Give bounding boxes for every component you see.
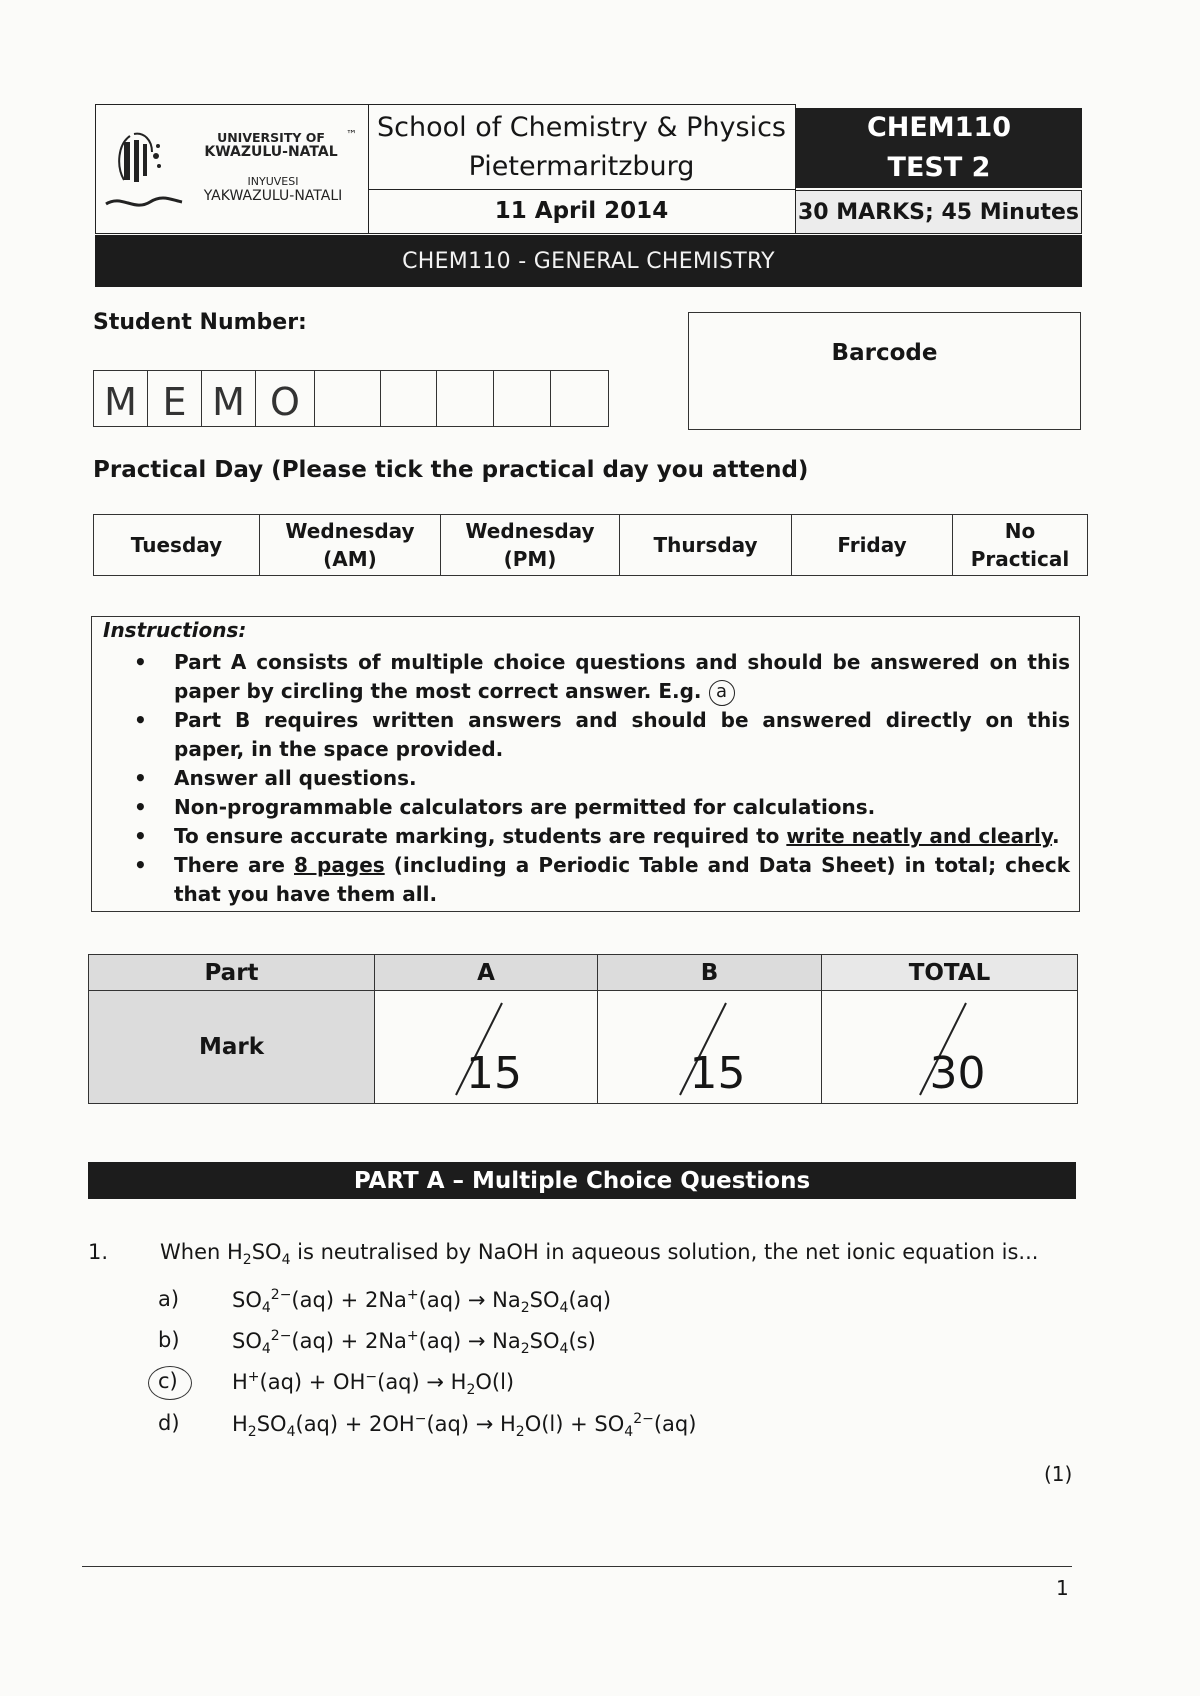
- option-c-text[interactable]: $H^+(aq) + OH^-(aq) \to H_2O(l)$: [232, 1369, 515, 1399]
- part-a-fraction: [375, 991, 597, 1103]
- school-name: School of Chemistry & Physics: [376, 112, 786, 143]
- university-line2: KWAZULU-NATAL: [204, 144, 338, 160]
- student-number-box-5[interactable]: [314, 370, 381, 427]
- instruction-text: Answer all questions.: [174, 766, 417, 790]
- total-fraction: [822, 991, 1077, 1103]
- total-mark-cell[interactable]: [822, 991, 1078, 1104]
- marks-table: [88, 954, 1078, 1104]
- university-name-zu: [180, 174, 366, 204]
- bullet-icon: •: [134, 766, 147, 790]
- part-b-fraction: [598, 991, 821, 1103]
- instruction-text: .: [1052, 824, 1060, 848]
- course-code: CHEM110: [866, 112, 1012, 143]
- bullet-icon: •: [134, 853, 147, 877]
- part-a-mark-cell[interactable]: [375, 991, 598, 1104]
- barcode-area: [688, 312, 1081, 430]
- part-a-total: 15: [466, 1048, 522, 1099]
- university-name-en: [196, 130, 346, 160]
- option-b-text[interactable]: $SO_4^{2-}(aq) + 2Na^+(aq) \to Na_2SO_4(s)$: [232, 1328, 596, 1358]
- practical-day-none[interactable]: [953, 515, 1088, 576]
- instruction-item: [130, 648, 1070, 706]
- student-number-box-9[interactable]: [550, 370, 609, 427]
- instruction-text: To ensure accurate marking, students are required to: [174, 824, 787, 848]
- school-title: [368, 104, 796, 190]
- bullet-icon: •: [134, 708, 147, 732]
- question-subscript: 4: [281, 1252, 291, 1269]
- university-line3: INYUVESI: [247, 175, 299, 188]
- option-b-letter[interactable]: b): [158, 1328, 180, 1352]
- question-text-part: When H: [160, 1240, 243, 1264]
- part-b-mark-cell[interactable]: [598, 991, 822, 1104]
- student-number-box-3[interactable]: M: [201, 370, 256, 427]
- day-sublabel: (PM): [503, 547, 557, 571]
- question-marks: (1): [1044, 1462, 1073, 1486]
- marks-and-duration: 30 MARKS; 45 Minutes: [796, 190, 1082, 234]
- trademark: ™: [346, 128, 357, 141]
- instruction-text: There are: [174, 853, 295, 877]
- mark-label: Mark: [89, 991, 375, 1104]
- student-number-box-6[interactable]: [380, 370, 437, 427]
- student-number-label: Student Number:: [93, 310, 307, 335]
- bullet-icon: •: [134, 795, 147, 819]
- total-header: TOTAL: [822, 955, 1078, 991]
- question-text-part: SO: [251, 1240, 282, 1264]
- practical-day-friday[interactable]: [792, 515, 953, 576]
- student-number-box-1[interactable]: M: [93, 370, 148, 427]
- day-label: Thursday: [653, 533, 758, 557]
- option-d-letter[interactable]: d): [158, 1411, 180, 1435]
- part-header: Part: [89, 955, 375, 991]
- question-subscript: 2: [242, 1252, 252, 1269]
- option-c-letter[interactable]: c): [158, 1369, 178, 1393]
- student-number-box-7[interactable]: [436, 370, 494, 427]
- question-number: 1.: [88, 1240, 109, 1264]
- instruction-item: [130, 793, 1070, 822]
- total-total: 30: [929, 1048, 986, 1099]
- university-line4: YAKWAZULU-NATALI: [203, 188, 343, 204]
- test-date: 11 April 2014: [368, 189, 796, 234]
- student-number-box-4[interactable]: O: [255, 370, 315, 427]
- instruction-text: (including a Periodic Table and Data Sheet) in total; check that you have them all.: [174, 853, 1071, 906]
- practical-day-label: Practical Day (Please tick the practical day you attend): [93, 457, 809, 483]
- barcode-label: Barcode: [831, 340, 938, 366]
- instruction-emphasis: 8 pages: [294, 853, 385, 877]
- practical-day-tuesday[interactable]: [94, 515, 260, 576]
- part-b-total: 15: [689, 1048, 746, 1099]
- option-d-text[interactable]: $H_2SO_4(aq) + 2OH^-(aq) \to H_2O(l) + SO_4^{2-}(aq)$: [232, 1411, 697, 1441]
- bullet-icon: •: [134, 824, 147, 848]
- test-name: TEST 2: [887, 152, 991, 183]
- day-label: Wednesday: [465, 519, 595, 543]
- part-a-title: PART A – Multiple Choice Questions: [88, 1162, 1076, 1199]
- instructions-list: [130, 648, 1070, 909]
- university-crest-icon: [104, 122, 184, 214]
- instruction-text: Part A consists of multiple choice questions and should be answered on this paper by circling the most correct answer. E.g.: [174, 650, 1070, 703]
- question-text-part: is neutralised by NaOH in aqueous solution, the net ionic equation is...: [290, 1240, 1039, 1264]
- day-sublabel: Practical: [970, 547, 1070, 571]
- instruction-emphasis: write neatly and clearly: [786, 824, 1053, 848]
- student-number-box-2[interactable]: E: [147, 370, 202, 427]
- page-number: 1: [1056, 1576, 1069, 1600]
- instruction-item: [130, 706, 1070, 764]
- practical-day-wednesday-pm[interactable]: [441, 515, 620, 576]
- day-label: Tuesday: [130, 533, 223, 557]
- course-band: CHEM110 - GENERAL CHEMISTRY: [95, 235, 1082, 287]
- question-text: [160, 1240, 1038, 1268]
- option-a-letter[interactable]: a): [158, 1287, 180, 1311]
- instruction-item: [130, 822, 1070, 851]
- instruction-text: Part B requires written answers and should be answered directly on this paper, in the space provided.: [174, 708, 1070, 761]
- footer-divider: [82, 1566, 1072, 1567]
- student-number-box-8[interactable]: [493, 370, 551, 427]
- practical-day-thursday[interactable]: [620, 515, 792, 576]
- instruction-text: Non-programmable calculators are permitted for calculations.: [174, 795, 876, 819]
- part-b-header: B: [598, 955, 822, 991]
- instruction-item: [130, 764, 1070, 793]
- day-sublabel: (AM): [323, 547, 377, 571]
- day-label: Wednesday: [285, 519, 415, 543]
- circled-example: a: [709, 680, 735, 706]
- part-a-header: A: [375, 955, 598, 991]
- practical-day-table: [93, 514, 1088, 576]
- bullet-icon: •: [134, 650, 147, 674]
- practical-day-wednesday-am[interactable]: [260, 515, 441, 576]
- university-line1: UNIVERSITY OF: [217, 130, 325, 145]
- option-a-text[interactable]: $SO_4^{2-}(aq) + 2Na^+(aq) \to Na_2SO_4(aq)$: [232, 1287, 612, 1317]
- day-label: Friday: [837, 533, 907, 557]
- instruction-item: [130, 851, 1070, 909]
- day-label: No: [1004, 519, 1036, 543]
- course-title-block: [796, 108, 1082, 188]
- instructions-title: Instructions:: [103, 618, 247, 642]
- campus-name: Pietermaritzburg: [468, 151, 695, 182]
